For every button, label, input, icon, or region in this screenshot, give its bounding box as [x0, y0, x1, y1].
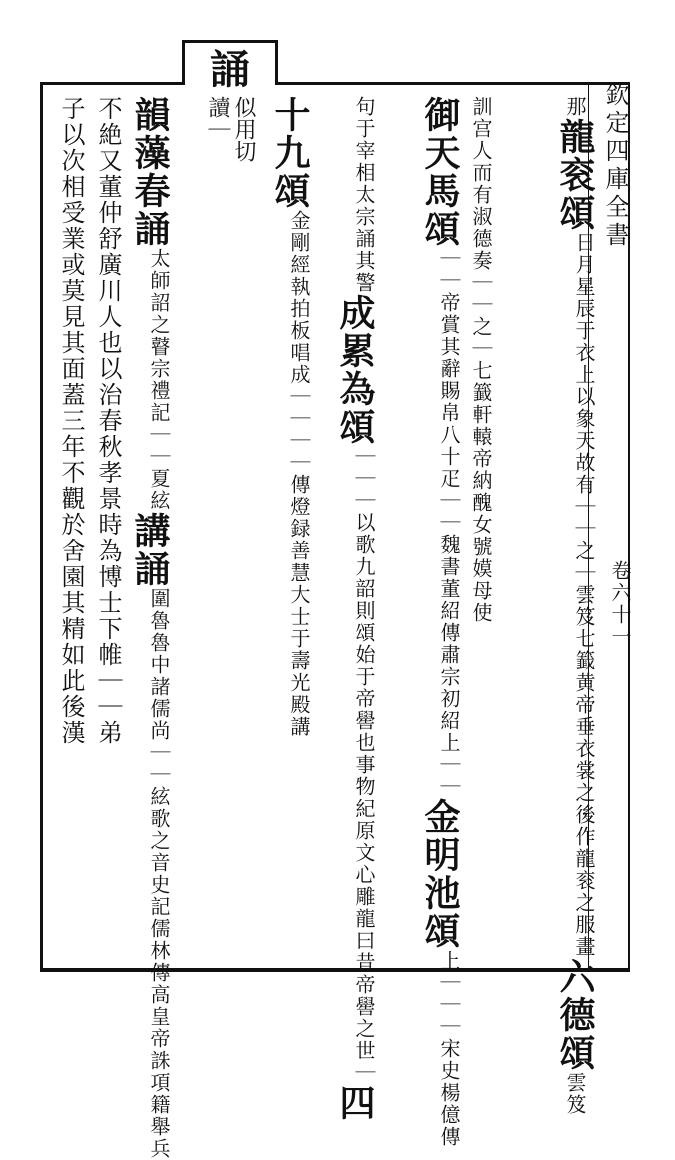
annotation-right: 史記儒林傳高皇帝誅項籍舉兵 [147, 874, 171, 1160]
annotation [438, 950, 460, 1148]
frame-left [40, 82, 43, 970]
annotation [470, 96, 492, 624]
text-column-1 [554, 96, 596, 1116]
volume-number: 卷六十一 [608, 560, 632, 648]
annotation-left: 句于宰相 [352, 96, 376, 184]
annotation-left: 日月星辰于衣上以象天故有｜｜之｜ [572, 232, 596, 584]
text-run: 那 [563, 96, 587, 118]
annotation-right: 事物紀原文心雕龍曰昔帝嚳之世｜ [352, 754, 376, 1084]
text-column-6 [129, 96, 171, 1160]
text-column-4 [334, 96, 376, 1122]
text-column-3 [419, 96, 461, 1148]
annotation-right: ｜｜魏書董紹傳肅宗初紹上｜｜ [437, 490, 461, 798]
annotation-right: 雲笈七籖黄帝垂衣裳之後作龍衮之服畫 [572, 584, 596, 958]
annotation-left: 金剛經執拍板唱成｜｜｜｜ [287, 210, 311, 474]
entry-heading: 龍衮頌 [554, 118, 596, 232]
annotation [573, 232, 595, 958]
text-column-2 [470, 96, 492, 976]
annotation [148, 588, 170, 1160]
annotation-left: 訓宫人而有淑德奏｜｜之｜ [469, 96, 493, 360]
annotation-left: 太師詔之瞽宗 [147, 248, 171, 380]
entry-heading: 御天馬頌 [419, 96, 461, 248]
heading-note-right: 似用切 [231, 96, 256, 162]
annotation-left: ｜｜帝賞其辭賜帛八十疋 [437, 248, 461, 490]
text-run: 子以次相受業或莫見其面蓋三年不觀於舍園其精如此後漢 [57, 96, 85, 746]
entry-heading: 成累為頌 [334, 294, 376, 446]
heading-note-left: 讀｜ [205, 96, 230, 140]
entry-heading: 金明池頌 [419, 798, 461, 950]
entry-heading: 十九頌 [269, 96, 311, 210]
frame-top-left [40, 82, 185, 85]
entry-heading: 四 [334, 1084, 376, 1122]
heading-pronunciation [200, 96, 260, 236]
annotation [148, 248, 170, 512]
annotation-right: 宋史楊億傳 [437, 1038, 461, 1148]
annotation-right: 傳燈録善慧大士于壽光殿講 [287, 474, 311, 738]
heading-character: 誦 [210, 46, 250, 93]
annotation-left: ｜｜｜以歌九韶則頌始于帝嚳也 [352, 446, 376, 754]
frame-tab-left [182, 40, 185, 85]
annotation-left: 上｜｜｜ [437, 950, 461, 1038]
annotation [353, 96, 375, 294]
frame-top-right [278, 82, 630, 85]
entry-heading: 六德頌 [554, 958, 596, 1072]
annotation-right: 七籖軒轅帝納醜女號嫫母使 [469, 360, 493, 624]
annotation [288, 210, 310, 738]
text-column-8 [58, 96, 84, 976]
annotation-right: 太宗誦其警 [352, 184, 376, 294]
text-run: 雲笈 [563, 1072, 587, 1116]
text-run: 不絶又董仲舒廣川人也以治春秋孝景時為博士下帷｜｜弟 [94, 96, 122, 746]
book-title: 欽定四庫全書 [601, 82, 629, 250]
annotation-left: 圍魯魯中諸儒尚｜｜絃歌之音 [147, 588, 171, 874]
frame-tab-right [275, 40, 278, 85]
annotation-right: 禮記｜｜夏絃 [147, 380, 171, 512]
entry-heading: 韻藻春誦 [129, 96, 171, 248]
frame-tab-top [182, 40, 278, 43]
text-column-7 [95, 96, 121, 976]
text-column-5 [270, 96, 310, 976]
entry-heading: 講誦 [129, 512, 171, 588]
annotation [353, 446, 375, 1084]
annotation [438, 248, 460, 798]
